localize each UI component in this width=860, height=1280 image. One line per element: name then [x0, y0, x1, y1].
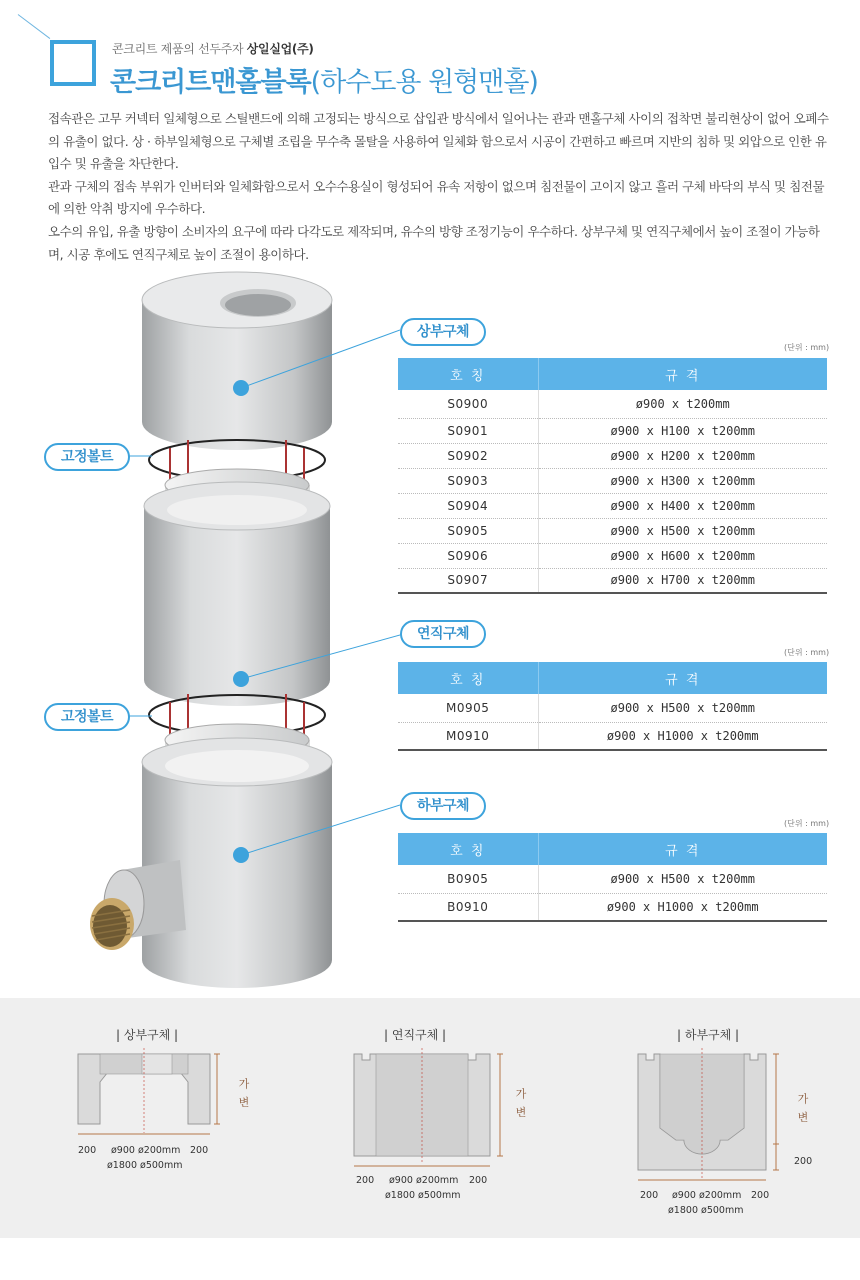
cell-spec: ø900 x H300 x t200mm: [538, 468, 827, 493]
dim-outer: ø1800 ø500mm: [107, 1160, 183, 1171]
table-row: [398, 722, 827, 750]
spec-table-bottom: [398, 833, 827, 922]
dim-right: 200: [751, 1190, 770, 1201]
corner-decoration: [18, 14, 51, 39]
cell-spec: ø900 x H600 x t200mm: [538, 543, 827, 568]
cell-spec: ø900 x H500 x t200mm: [538, 865, 827, 893]
dim-left: 200: [640, 1190, 659, 1201]
cell-spec: ø900 x H1000 x t200mm: [538, 722, 827, 750]
table-row: [398, 493, 827, 518]
diagram-bottom-section: [630, 1048, 813, 1188]
cell-code: S0901: [398, 418, 538, 443]
header-cell: 호 칭: [398, 833, 538, 865]
cell-spec: ø900 x t200mm: [538, 390, 827, 418]
intro-paragraph: 오수의 유입, 유출 방향이 소비자의 요구에 따라 다각도로 제작되며, 유수의 방향 조정기능이 우수하다. 상부구체 및 연직구체에서 높이 조절이 가능하며, 시공 후에도 연직구체로 높이 조절이 용이하다.: [48, 223, 820, 262]
intro-paragraph: 관과 구체의 접속 부위가 인버터와 일체화함으로서 오수수용실이 형성되어 유속 저항이 없으며 침전물이 고이지 않고 흘러 구체 바닥의 부식 및 침전물에 의한 악취 방지에 우수하다.: [48, 178, 825, 217]
marker-bottom-dot: [233, 847, 249, 863]
manhole-illustration: [0, 270, 400, 990]
marker-top-dot: [233, 380, 249, 396]
diagram-title-middle: | 연직구체 |: [384, 1028, 447, 1042]
table-row: [398, 543, 827, 568]
dim-variable: 가 변: [796, 1093, 809, 1125]
cell-code: M0910: [398, 722, 538, 750]
diagram-title-bottom: | 하부구체 |: [677, 1028, 740, 1042]
cell-spec: ø900 x H200 x t200mm: [538, 443, 827, 468]
marker-middle-dot: [233, 671, 249, 687]
dim-left: 200: [78, 1145, 97, 1156]
diagram-middle-section: [348, 1048, 528, 1173]
top-segment: [142, 272, 332, 450]
intro-text: [48, 108, 830, 266]
dim-center: ø900 ø200mm: [111, 1145, 181, 1156]
cell-code: M0905: [398, 694, 538, 722]
cell-code: S0903: [398, 468, 538, 493]
cell-code: S0900: [398, 390, 538, 418]
cell-spec: ø900 x H500 x t200mm: [538, 694, 827, 722]
cell-code: S0906: [398, 543, 538, 568]
callout-bolt-top: 고정볼트: [44, 443, 130, 471]
header-subtitle: 콘크리트 제품의 선두주자 상일실업(주): [112, 42, 314, 56]
cell-spec: ø900 x H1000 x t200mm: [538, 893, 827, 921]
cell-code: S0907: [398, 568, 538, 593]
table-row: [398, 865, 827, 893]
header-cell: 규 격: [538, 833, 827, 865]
unit-label: (단위 : mm): [784, 819, 830, 828]
header-cell: 규 격: [538, 662, 827, 694]
title-square-icon: [50, 40, 96, 86]
callout-bolt-bottom: 고정볼트: [44, 703, 130, 731]
cell-spec: ø900 x H100 x t200mm: [538, 418, 827, 443]
dim-center: ø900 ø200mm: [672, 1190, 742, 1201]
dim-outer: ø1800 ø500mm: [668, 1205, 744, 1216]
table-row: [398, 418, 827, 443]
cell-code: S0902: [398, 443, 538, 468]
title-sub: (하수도용 원형맨홀): [310, 67, 538, 98]
cell-spec: ø900 x H400 x t200mm: [538, 493, 827, 518]
page-title: [110, 60, 538, 99]
dim-variable: 가 변: [237, 1078, 250, 1110]
table-row: [398, 468, 827, 493]
cross-section-panel: [0, 998, 860, 1238]
table-row: [398, 694, 827, 722]
cell-code: S0904: [398, 493, 538, 518]
cell-spec: ø900 x H500 x t200mm: [538, 518, 827, 543]
dim-right: 200: [469, 1175, 488, 1186]
table-row: [398, 443, 827, 468]
dim-center: ø900 ø200mm: [389, 1175, 459, 1186]
bottom-segment: [90, 738, 332, 988]
spec-table-middle: [398, 662, 827, 751]
dim-base: 200: [794, 1156, 813, 1167]
table-row: [398, 390, 827, 418]
cell-code: S0905: [398, 518, 538, 543]
cell-spec: ø900 x H700 x t200mm: [538, 568, 827, 593]
dim-left: 200: [356, 1175, 375, 1186]
company-name: 상일실업(주): [246, 42, 314, 56]
callout-bottom-segment: 하부구체: [400, 792, 486, 820]
cell-code: B0910: [398, 893, 538, 921]
table-row: [398, 893, 827, 921]
header-cell: 호 칭: [398, 662, 538, 694]
table-row: [398, 568, 827, 593]
dim-right: 200: [190, 1145, 209, 1156]
unit-label: (단위 : mm): [784, 343, 830, 352]
unit-label: (단위 : mm): [784, 648, 830, 657]
dim-outer: ø1800 ø500mm: [385, 1190, 461, 1201]
title-main: 콘크리트맨홀블록: [110, 67, 311, 98]
callout-middle-segment: 연직구체: [400, 620, 486, 648]
diagram-title-top: | 상부구체 |: [116, 1028, 179, 1042]
spec-table-top: [398, 358, 827, 594]
header-cell: 규 격: [538, 358, 827, 390]
header-cell: 호 칭: [398, 358, 538, 390]
callout-top-segment: 상부구체: [400, 318, 486, 346]
intro-paragraph: 접속관은 고무 커넥터 일체형으로 스틸밴드에 의해 고정되는 방식으로 삽입관 방식에서 일어나는 관과 맨홀구체 사이의 접착면 불리현상이 없어 오폐수의 유출이 없다. 상 · 하부일체형으로 구체별 조립을 무수축 몰탈을 사용하여 일체화 함으로서 시공이 간편하고 빠르며 지반의 침하 및 외압으로 인한 유입수 및 유출을 차단한다.: [48, 111, 829, 172]
cell-code: B0905: [398, 865, 538, 893]
table-row: [398, 518, 827, 543]
dim-variable: 가 변: [514, 1088, 527, 1120]
diagram-top-section: [70, 1048, 250, 1143]
